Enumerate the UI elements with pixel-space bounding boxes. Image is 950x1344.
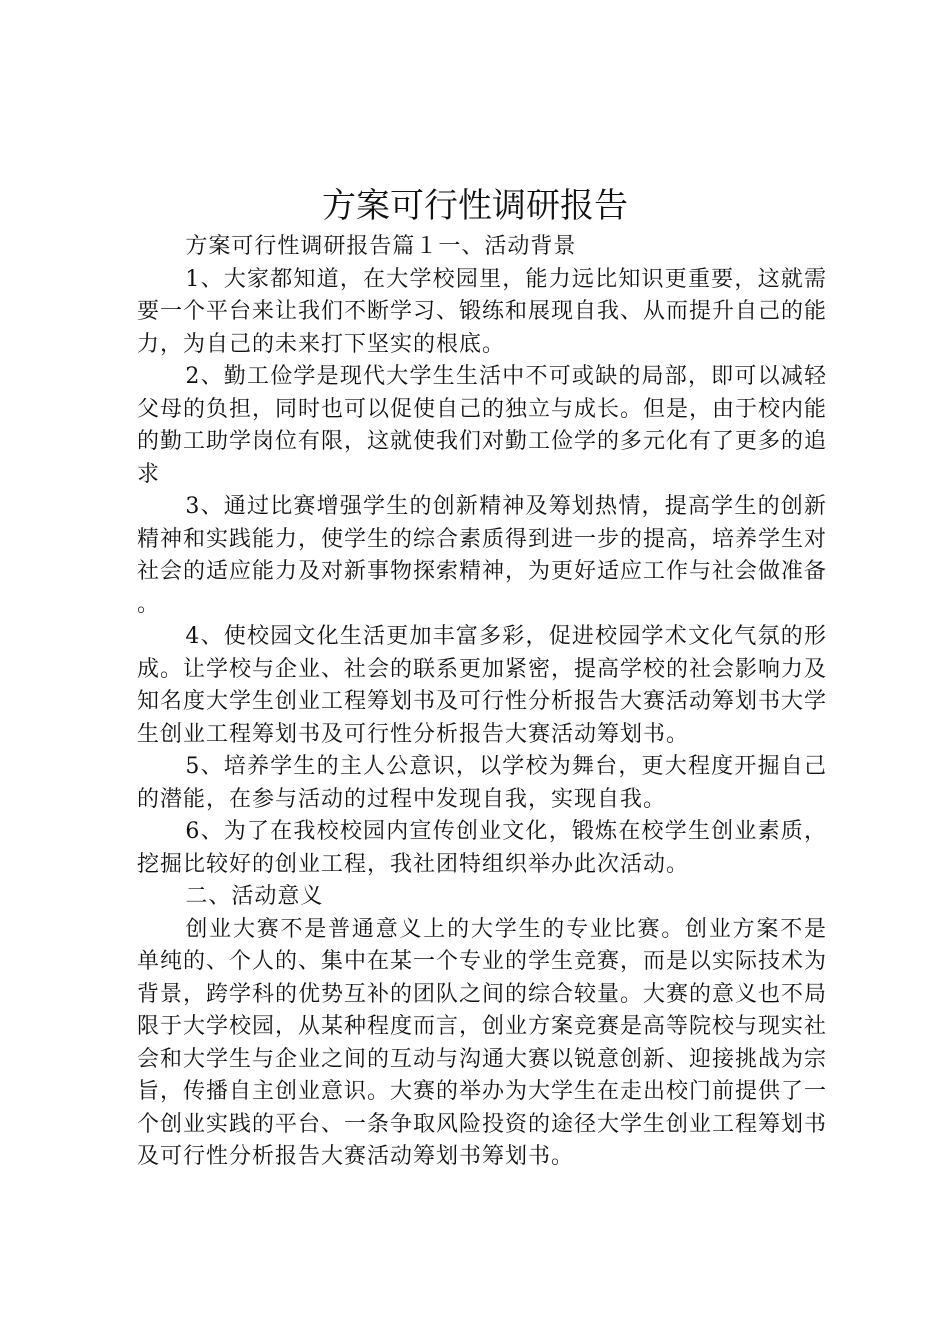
- paragraph-item-2: 2、勤工俭学是现代大学生生活中不可或缺的局部，即可以减轻父母的负担，同时也可以促使自己的独立与成长。但是，由于校内能的勤工助学岗位有限，这就使我们对勤工俭学的多元化有了更多的追求: [137, 364, 828, 487]
- paragraph-item-4: 4、使校园文化生活更加丰富多彩，促进校园学术文化气氛的形成。让学校与企业、社会的联系更加紧密，提高学校的社会影响力及知名度大学生创业工程筹划书及可行性分析报告大赛活动筹划书大学生创业工程筹划书及可行性分析报告大赛活动筹划书。: [137, 624, 828, 747]
- paragraph-item-1: 1、大家都知道，在大学校园里，能力远比知识更重要，这就需要一个平台来让我们不断学习、锻练和展现自我、从而提升自己的能力，为自己的未来打下坚实的根底。: [137, 266, 828, 357]
- document-title: 方案可行性调研报告: [322, 186, 628, 226]
- paragraph-heading-background: 方案可行性调研报告篇１一、活动背景: [185, 234, 577, 259]
- paragraph-item-3: 3、通过比赛增强学生的创新精神及筹划热情，提高学生的创新精神和实践能力，使学生的综合素质得到进一步的提高，培养学生对社会的适应能力及对新事物探索精神，为更好适应工作与社会做准备。: [137, 494, 828, 617]
- document-body: [137, 231, 827, 1174]
- section-heading-significance: 二、活动意义: [185, 884, 324, 909]
- paragraph-item-6: 6、为了在我校校园内宣传创业文化，锻炼在校学生创业素质，挖掘比较好的创业工程，我社团特组织举办此次活动。: [137, 819, 827, 877]
- paragraph-item-5: 5、培养学生的主人公意识，以学校为舞台，更大程度开掘自己的潜能，在参与活动的过程中发现自我，实现自我。: [137, 754, 827, 812]
- paragraph-significance: 创业大赛不是普通意义上的大学生的专业比赛。创业方案不是单纯的、个人的、集中在某一个专业的学生竞赛，而是以实际技术为背景，跨学科的优势互补的团队之间的综合较量。大赛的意义也不局限于大学校园，从某种程度而言，创业方案竞赛是高等院校与现实社会和大学生与企业之间的互动与沟通大赛以锐意创新、迎接挑战为宗旨，传播自主创业意识。大赛的举办为大学生在走出校门前提供了一个创业实践的平台、一条争取风险投资的途径大学生创业工程筹划书及可行性分析报告大赛活动筹划书筹划书。: [137, 916, 828, 1169]
